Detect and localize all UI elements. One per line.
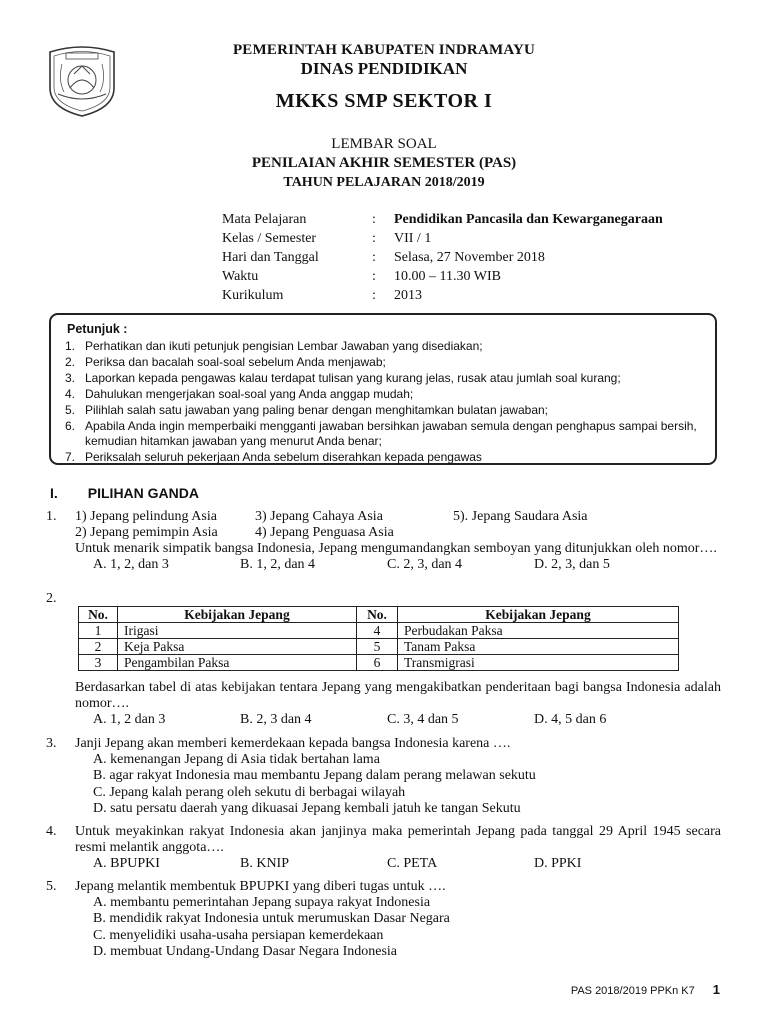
page-number: 1 [712,982,720,997]
instruction-text: Periksa dan bacalah soal-soal sebelum Anda menjawab; [85,354,386,369]
info-key: Kelas / Semester [222,231,317,246]
info-row [222,288,663,307]
section-number: I. [50,485,58,501]
instruction-number: 2. [65,354,76,369]
instructions-title: Petunjuk : [67,322,128,336]
table-row [79,639,679,655]
instruction-item [65,339,709,355]
column-header: Kebijakan Jepang [398,607,679,623]
answer-option[interactable]: D. satu persatu daerah yang dikuasai Jepang kembali jatuh ke tangan Sekutu [93,800,521,816]
table-header-row [79,607,679,623]
info-value: 2013 [394,288,422,303]
table-cell: Transmigrasi [398,655,679,671]
instruction-text: Pilihlah salah satu jawaban yang paling benar dengan menghitamkan bulatan jawaban; [85,402,548,417]
answer-option[interactable]: C. 2, 3, dan 4 [387,557,463,572]
table-cell: 6 [357,655,398,671]
info-value: VII / 1 [394,231,432,246]
table-cell: Pengambilan Paksa [118,655,357,671]
question-stem: Janji Jepang akan memberi kemerdekaan kepada bangsa Indonesia karena …. [75,736,511,751]
info-row [222,231,663,250]
answer-option[interactable]: D. PPKI [534,856,582,871]
table-cell: 2 [79,639,118,655]
answer-options [93,856,721,872]
answer-option[interactable]: B. 1, 2, dan 4 [240,557,316,572]
table-cell: 3 [79,655,118,671]
title-tahun: TAHUN PELAJARAN 2018/2019 [283,175,485,190]
table-row [79,655,679,671]
question-stem: Jepang melantik membentuk BPUPKI yang diberi tugas untuk …. [75,879,446,894]
answer-options [93,557,721,573]
motto-item: 3) Jepang Cahaya Asia [255,509,383,524]
answer-option[interactable]: B. agar rakyat Indonesia mau membantu Jepang dalam perang melawan sekutu [93,768,536,784]
instruction-item [65,450,709,466]
instruction-number: 3. [65,370,76,385]
question-number: 5. [46,879,57,894]
answer-option[interactable]: D. 2, 3, dan 5 [534,557,610,572]
info-value: Selasa, 27 November 2018 [394,250,545,265]
answer-options [93,895,721,960]
answer-option[interactable]: B. 2, 3 dan 4 [240,712,312,727]
column-header: Kebijakan Jepang [118,607,357,623]
info-colon: : [372,231,376,246]
answer-option[interactable]: C. 3, 4 dan 5 [387,712,459,727]
answer-option[interactable]: B. mendidik rakyat Indonesia untuk merumuskan Dasar Negara [93,911,450,927]
instruction-text: Periksalah seluruh pekerjaan Anda sebelum diserahkan kepada pengawas [85,450,482,465]
question-number: 4. [46,824,57,839]
instructions-box [49,313,717,465]
column-header: No. [357,607,398,623]
answer-options [93,712,721,728]
info-colon: : [372,288,376,303]
section-title: PILIHAN GANDA [87,485,200,501]
instruction-item [65,355,709,371]
instruction-text: Laporkan kepada pengawas kalau terdapat tulisan yang kurang jelas, rusak atau jumlah soal kurang; [85,370,621,385]
title-pas: PENILAIAN AKHIR SEMESTER (PAS) [251,155,517,171]
policy-table [78,606,679,671]
question-body [75,509,721,573]
instruction-number: 6. [65,418,76,433]
question-stem: Berdasarkan tabel di atas kebijakan tentara Jepang yang mengakibatkan penderitaan bagi bangsa Indonesia adalah nomor…. [75,680,721,711]
question-body [75,736,721,817]
answer-option[interactable]: A. BPUPKI [93,856,160,871]
motto-item: 2) Jepang pemimpin Asia [75,525,218,540]
motto-list-row [75,525,721,541]
answer-option[interactable]: C. PETA [387,856,438,871]
table-cell: Perbudakan Paksa [398,623,679,639]
info-colon: : [372,250,376,265]
answer-option[interactable]: D. 4, 5 dan 6 [534,712,607,727]
info-key: Mata Pelajaran [222,212,307,227]
instructions-list [65,339,709,466]
header-department: DINAS PENDIDIKAN [300,59,468,78]
answer-option[interactable]: A. 1, 2 dan 3 [93,712,166,727]
question-number: 2. [46,591,57,606]
info-row [222,250,663,269]
instruction-text: Dahulukan mengerjakan soal-soal yang Anda anggap mudah; [85,386,414,401]
answer-option[interactable]: A. kemenangan Jepang di Asia tidak bertahan lama [93,752,380,767]
table-cell: Irigasi [118,623,357,639]
answer-option[interactable]: B. KNIP [240,856,290,871]
table-row [79,623,679,639]
column-header: No. [79,607,118,623]
answer-option[interactable]: C. menyelidiki usaha-usaha persiapan kemerdekaan [93,927,384,943]
question-number: 1. [46,509,57,524]
table-cell: 4 [357,623,398,639]
question-body [75,680,721,728]
table-cell: 5 [357,639,398,655]
table-cell: 1 [79,623,118,639]
instruction-number: 4. [65,386,76,401]
instruction-item [65,403,709,419]
instruction-text: Perhatikan dan ikuti petunjuk pengisian Lembar Jawaban yang disediakan; [85,339,483,353]
table-cell: Tanam Paksa [398,639,679,655]
info-key: Hari dan Tanggal [222,250,319,265]
instruction-number: 5. [65,402,76,417]
question-stem: Untuk menarik simpatik bangsa Indonesia, Jepang mengumandangkan semboyan yang ditunjukkan oleh nomor…. [75,541,717,556]
info-value: Pendidikan Pancasila dan Kewarganegaraan [394,212,663,227]
answer-option[interactable]: D. membuat Undang-Undang Dasar Negara Indonesia [93,943,398,959]
instruction-text: Apabila Anda ingin memperbaiki mengganti jawaban bersihkan jawaban semula dengan penghapus sampai bersih, kemudian hitamkan jawaban yang menurut Anda benar; [85,418,697,449]
info-key: Waktu [222,269,259,284]
info-row [222,269,663,288]
instruction-item [65,419,709,451]
question-number: 3. [46,736,57,751]
title-lembar-soal: LEMBAR SOAL [331,136,437,152]
instruction-number: 7. [65,450,76,465]
info-key: Kurikulum [222,288,284,303]
question-body [75,879,721,960]
answer-options [93,752,721,817]
answer-option[interactable]: C. Jepang kalah perang oleh sekutu di berbagai wilayah [93,784,406,800]
page-footer [571,982,720,997]
footer-text: PAS 2018/2019 PPKn K7 [570,985,695,997]
info-value: 10.00 – 11.30 WIB [394,269,501,284]
instruction-number: 1. [65,339,76,353]
motto-item: 4) Jepang Penguasa Asia [255,525,394,540]
header-mkks: MKKS SMP SEKTOR I [275,90,493,112]
instruction-item [65,371,709,387]
question-body [75,824,721,872]
instruction-item [65,387,709,403]
answer-option[interactable]: A. membantu pemerintahan Jepang supaya rakyat Indonesia [93,895,431,910]
info-row [222,212,663,231]
info-colon: : [372,269,376,284]
header-government: PEMERINTAH KABUPATEN INDRAMAYU [232,42,536,58]
info-colon: : [372,212,376,227]
motto-item: 5). Jepang Saudara Asia [453,509,588,524]
exam-info [222,212,663,307]
motto-item: 1) Jepang pelindung Asia [75,509,217,524]
table-cell: Keja Paksa [118,639,357,655]
section-heading [50,485,199,501]
answer-option[interactable]: A. 1, 2, dan 3 [93,557,169,572]
motto-list-row [75,509,721,525]
question-stem: Untuk meyakinkan rakyat Indonesia akan janjinya maka pemerintah Jepang pada tanggal 29 April 1945 secara resmi melantik anggota…. [75,824,721,855]
